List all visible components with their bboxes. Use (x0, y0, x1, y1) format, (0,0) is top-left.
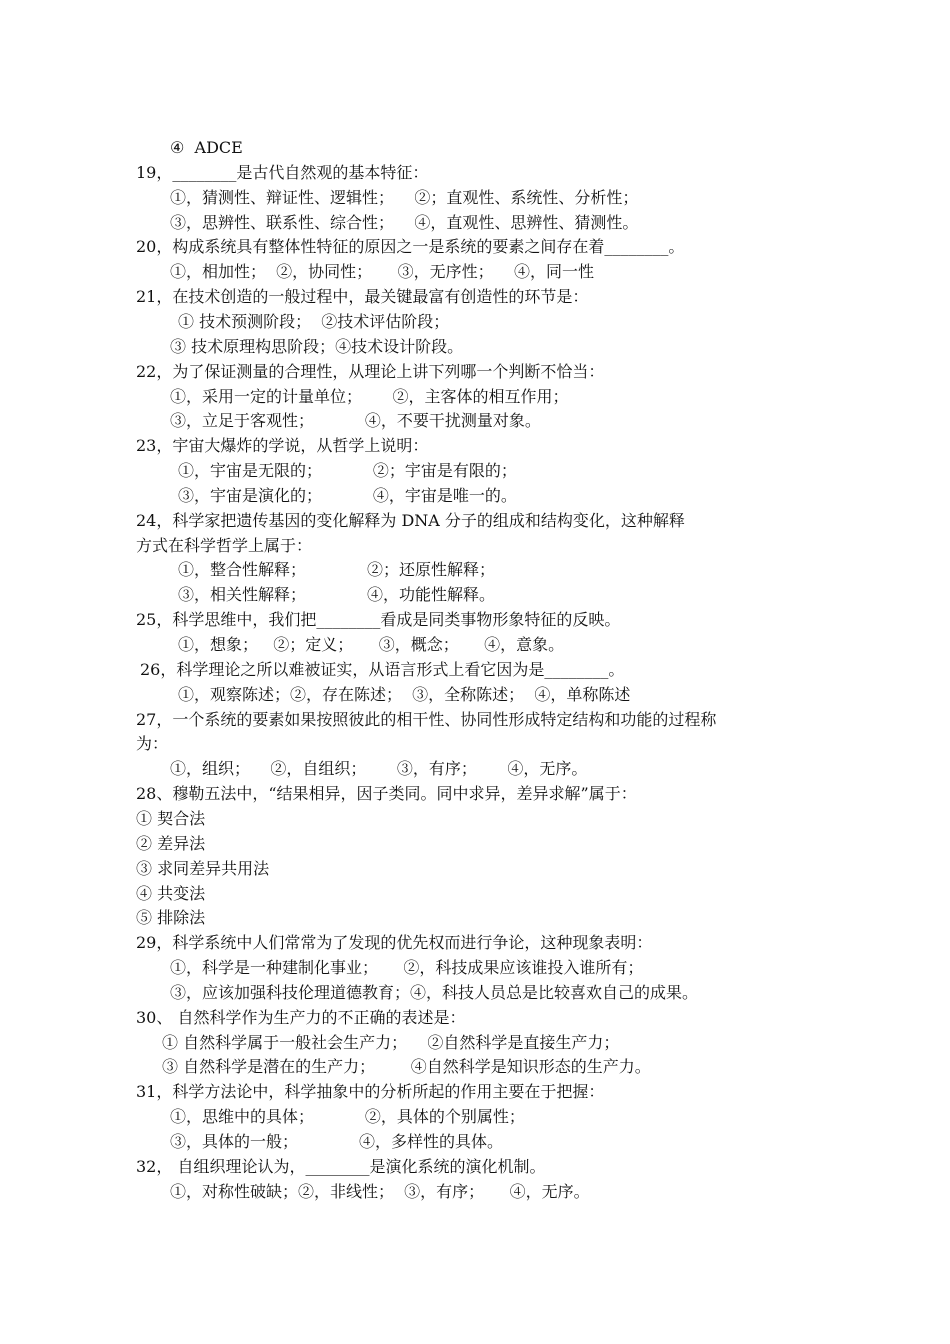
text-line: ① 技术预测阶段； ②技术评估阶段； (178, 312, 450, 331)
text-line: 32， 自组织理论认为，________是演化系统的演化机制。 (136, 1157, 546, 1176)
text-line: ①，采用一定的计量单位； ②，主客体的相互作用； (170, 387, 569, 406)
text-line: 29，科学系统中人们常常为了发现的优先权而进行争论，这种现象表明： (136, 933, 653, 952)
text-line: ①，想象； ②；定义； ③，概念； ④，意象。 (178, 635, 565, 654)
text-line: 为： (136, 734, 169, 753)
text-line: ③，相关性解释； ④，功能性解释。 (178, 585, 496, 604)
text-line: ③，思辨性、联系性、综合性； ④，直观性、思辨性、猜测性。 (170, 213, 639, 232)
text-line: ④ ADCE (170, 138, 243, 157)
text-line: ③，应该加强科技伦理道德教育；④，科技人员总是比较喜欢自己的成果。 (170, 983, 699, 1002)
text-line: 方式在科学哲学上属于： (136, 536, 313, 555)
text-line: ③，具体的一般； ④，多样性的具体。 (170, 1132, 504, 1151)
text-line: 28、穆勒五法中，“结果相异，因子类同。同中求异，差异求解”属于： (136, 784, 637, 803)
text-line: ①，观察陈述；②，存在陈述； ③，全称陈述； ④，单称陈述 (178, 685, 631, 704)
text-line: ①，整合性解释； ②；还原性解释； (178, 560, 496, 579)
text-line: ④ 共变法 (136, 884, 206, 903)
text-line: ①，猜测性、辩证性、逻辑性； ②；直观性、系统性、分析性； (170, 188, 639, 207)
text-line: 27，一个系统的要素如果按照彼此的相干性、协同性形成特定结构和功能的过程称 (136, 710, 717, 729)
text-line: 19，________是古代自然观的基本特征： (136, 163, 429, 182)
text-line: 31，科学方法论中，科学抽象中的分析所起的作用主要在于把握： (136, 1082, 605, 1101)
text-line: 30、 自然科学作为生产力的不正确的表述是： (136, 1008, 466, 1027)
text-line: ③ 求同差异共用法 (136, 859, 270, 878)
text-line: 23，宇宙大爆炸的学说，从哲学上说明： (136, 436, 429, 455)
text-line: 25，科学思维中，我们把________看成是同类事物形象特征的反映。 (136, 610, 621, 629)
text-line: ③ 技术原理构思阶段；④技术设计阶段。 (170, 337, 464, 356)
text-line: ③，立足于客观性； ④，不要干扰测量对象。 (170, 411, 541, 430)
text-line: 26，科学理论之所以难被证实，从语言形式上看它因为是________。 (140, 660, 625, 679)
text-line: ⑤ 排除法 (136, 908, 206, 927)
text-line: ①，思维中的具体； ②，具体的个别属性； (170, 1107, 525, 1126)
text-line: 22，为了保证测量的合理性，从理论上讲下列哪一个判断不恰当： (136, 362, 605, 381)
text-line: ①，科学是一种建制化事业； ②，科技成果应该谁投入谁所有； (170, 958, 644, 977)
text-line: 24，科学家把遗传基因的变化解释为 DNA 分子的组成和结构变化，这种解释 (136, 511, 685, 530)
text-line: ① 契合法 (136, 809, 206, 828)
text-line: ①，相加性； ②，协同性； ③，无序性； ④，同一性 (170, 262, 594, 281)
text-line: ③ 自然科学是潜在的生产力； ④自然科学是知识形态的生产力。 (162, 1057, 651, 1076)
text-line: ①，组织； ②，自组织； ③，有序； ④，无序。 (170, 759, 588, 778)
text-line: ①，对称性破缺；②，非线性； ③，有序； ④，无序。 (170, 1182, 590, 1201)
text-line: 20，构成系统具有整体性特征的原因之一是系统的要素之间存在着________。 (136, 237, 685, 256)
text-line: ①，宇宙是无限的； ②；宇宙是有限的； (178, 461, 517, 480)
text-line: ② 差异法 (136, 834, 206, 853)
text-line: ① 自然科学属于一般社会生产力； ②自然科学是直接生产力； (162, 1033, 620, 1052)
text-line: 21，在技术创造的一般过程中，最关键最富有创造性的环节是： (136, 287, 589, 306)
text-line: ③，宇宙是演化的； ④，宇宙是唯一的。 (178, 486, 517, 505)
